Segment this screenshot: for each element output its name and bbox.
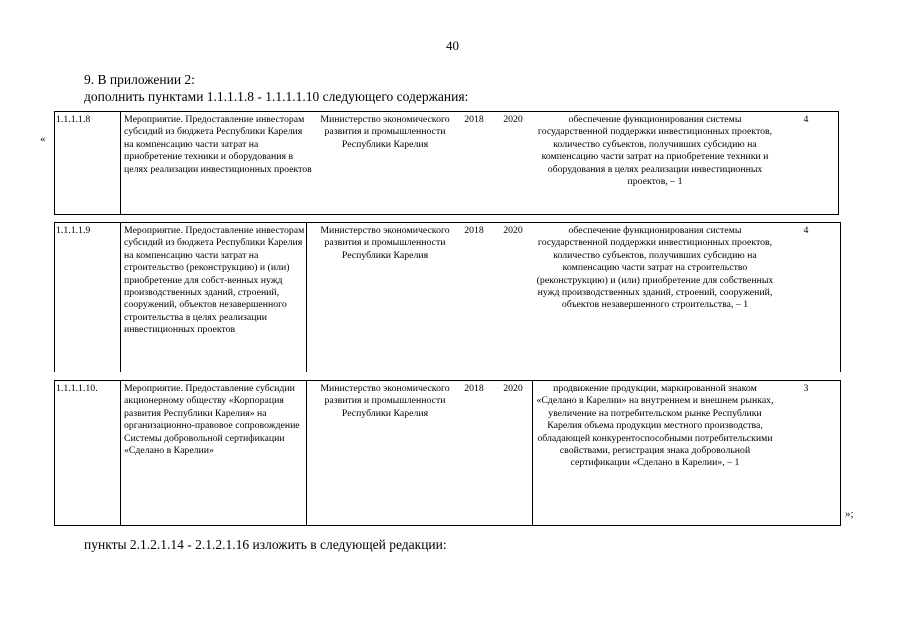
add-points-heading: дополнить пунктами 1.1.1.1.8 - 1.1.1.1.10 следующего содержания:: [84, 89, 469, 104]
row-name: Мероприятие. Предоставление инвесторам субсидий из бюджета Республики Карелия на компенсацию части затрат на строительство (реконструкцию) и (или) приобретение для собст-венных нужд производственных зданий, строений, сооружений, объектов незавершенного строительства в целях реализации инвестиционных проектов: [124, 225, 305, 336]
row-name: Мероприятие. Предоставление инвесторам субсидий из бюджета Республики Карелия на компенсацию части затрат на приобретение техники и оборудования в целях реализации инвестиционных проектов: [124, 114, 312, 175]
row-organization: Министерство экономического развития и промышленности Республики Карелия: [320, 114, 450, 150]
row-indicator: продвижение продукции, маркированной знаком «Сделано в Карелии» на внутреннем и внешнем рынках, увеличение на потребительском рынке Республики Карелия объема продукции местного производства, обладающей конкурентоспособными потребительскими свойствами, регистрация знака добровольной сертификации «Сделано в Карелии», – 1: [536, 383, 774, 469]
row-name: Мероприятие. Предоставление субсидии акционерному обществу «Корпорация развития Республики Карелия» на организационно-правовое сопровождение Системы добровольной сертификации «Сделано в Карелии»: [124, 383, 300, 457]
table-row: [54, 222, 840, 372]
row-indicator: обеспечение функционирования системы государственной поддержки инвестиционных проектов, количество субъектов, получивших субсидию на компенсацию части затрат на строительство (реконструкцию) и (или) приобретение для собственных нужд производственных зданий, строений, сооружений, объектов незавершенного строительства, – 1: [536, 225, 774, 311]
quote-open: «: [40, 133, 46, 145]
row-organization: Министерство экономического развития и промышленности Республики Карелия: [320, 225, 450, 261]
row-number: 1.1.1.1.8: [56, 114, 91, 125]
row-value: 3: [803, 383, 809, 394]
row-year-start: 2018: [464, 225, 484, 236]
table-row: [54, 380, 840, 526]
row-year-start: 2018: [464, 383, 484, 394]
row-number: 1.1.1.1.9: [56, 225, 91, 236]
row-year-end: 2020: [503, 114, 523, 125]
row-value: 4: [803, 114, 809, 125]
row-number: 1.1.1.1.10.: [56, 383, 98, 394]
row-indicator: обеспечение функционирования системы государственной поддержки инвестиционных проектов, количество субъектов, получивших субсидию на компенсацию части затрат на приобретение техники и оборудования в целях реализации инвестиционных проектов, – 1: [537, 114, 773, 188]
footer-text: пункты 2.1.2.1.14 - 2.1.2.1.16 изложить в следующей редакции:: [84, 537, 447, 552]
row-year-end: 2020: [503, 225, 523, 236]
row-organization: Министерство экономического развития и промышленности Республики Карелия: [320, 383, 450, 419]
page-number: 40: [446, 38, 459, 53]
row-value: 4: [803, 225, 809, 236]
quote-close: »;: [845, 508, 854, 520]
row-year-end: 2020: [503, 383, 523, 394]
row-year-start: 2018: [464, 114, 484, 125]
appendix-heading: 9. В приложении 2:: [84, 72, 195, 87]
table-row: [54, 111, 838, 215]
